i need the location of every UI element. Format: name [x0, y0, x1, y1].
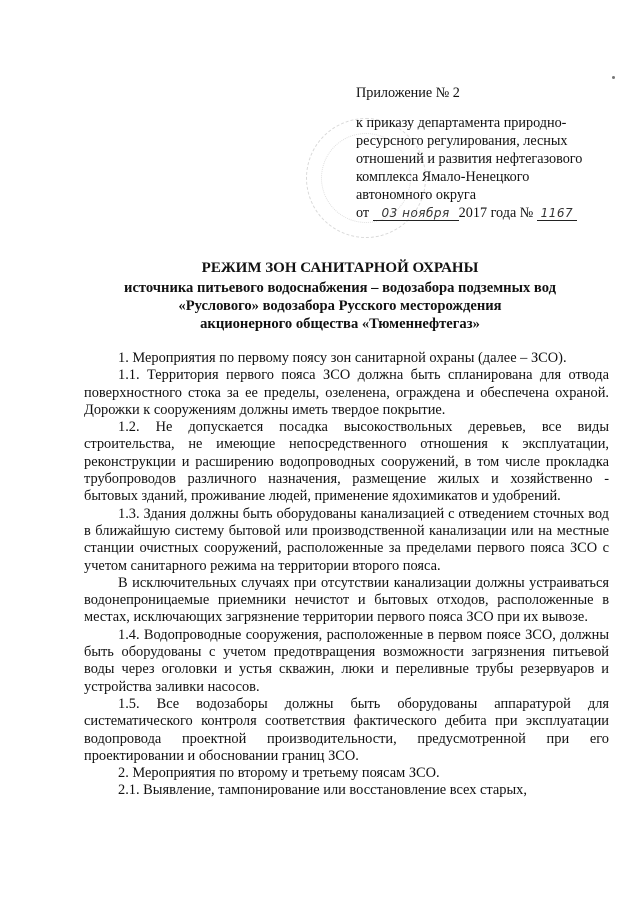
title-subtitle-line: акционерного общества «Тюменнефтегаз»: [200, 316, 480, 332]
paragraph: 1.5. Все водозаборы должны быть оборудованы аппаратурой для систематического контроля соответствия фактического дебита при эксплуатации водопровода проектной производительности, предусмотренной при его проектировании и обосновании границ ЗСО.: [84, 695, 609, 764]
document-title: [70, 259, 610, 333]
appendix-line: отношений и развития нефтегазового: [356, 151, 583, 167]
paragraph: 1. Мероприятия по первому поясу зон санитарной охраны (далее – ЗСО).: [118, 350, 567, 366]
date-year: 2017 года: [458, 205, 517, 221]
paragraph: 1.4. Водопроводные сооружения, расположенные в первом поясе ЗСО, должны быть оборудованы с учетом предотвращения возможности загрязнения питьевой воды через оголовки и устья скважин, люки и переливные трубы резервуаров и устройства заливки насосов.: [84, 626, 609, 695]
title-main: РЕЖИМ ЗОН САНИТАРНОЙ ОХРАНЫ: [201, 260, 479, 276]
number-prefix: №: [519, 205, 534, 221]
paragraph: 2.1. Выявление, тампонирование или восстановление всех старых,: [118, 782, 527, 799]
date-prefix: от: [356, 205, 370, 221]
appendix-block: [356, 84, 616, 222]
title-subtitle-line: «Руслового» водозабора Русского месторождения: [178, 298, 502, 314]
paragraph: 1.1. Территория первого пояса ЗСО должна быть спланирована для отвода поверхностного стока за ее пределы, озеленена, ограждена и обеспечена охраной. Дорожки к сооружениям должны иметь твердое покрытие.: [84, 367, 609, 418]
scan-mark: [612, 76, 615, 79]
appendix-heading: Приложение № 2: [356, 85, 460, 101]
paragraph: В исключительных случаях при отсутствии канализации должны устраиваться водонепроницаемые приемники нечистот и бытовых отходов, расположенные в местах, исключающих загрязнение территории первого пояса ЗСО при их вывозе.: [84, 574, 609, 626]
appendix-line: к приказу департамента природно-: [356, 115, 567, 131]
appendix-line: ресурсного регулирования, лесных: [356, 133, 568, 149]
order-date-line: [356, 204, 616, 222]
paragraph: 1.3. Здания должны быть оборудованы канализацией с отведением сточных вод в ближайшую систему бытовой или производственной канализации или на местные станции очистных сооружений, расположенные за пределами первого пояса ЗСО с учетом санитарного режима на территории второго пояса.: [84, 505, 609, 574]
document-body: [84, 350, 609, 800]
handwritten-number: 1167: [537, 206, 577, 221]
appendix-line: автономного округа: [356, 187, 477, 203]
paragraph: 2. Мероприятия по второму и третьему поясам ЗСО.: [118, 765, 440, 782]
title-subtitle-line: источника питьевого водоснабжения – водозабора подземных вод: [124, 280, 556, 296]
paragraph: 1.2. Не допускается посадка высокоствольных деревьев, все виды строительства, не имеющие непосредственного отношения к эксплуатации, реконструкции и расширению водопроводных сооружений, в том числе прокладка трубопроводов различного назначения, размещение жилых и хозяйственно - бытовых зданий, проживание людей, применение ядохимикатов и удобрений.: [84, 419, 609, 505]
handwritten-date: 03 ноября: [373, 206, 459, 221]
appendix-line: комплекса Ямало-Ненецкого: [356, 169, 530, 185]
